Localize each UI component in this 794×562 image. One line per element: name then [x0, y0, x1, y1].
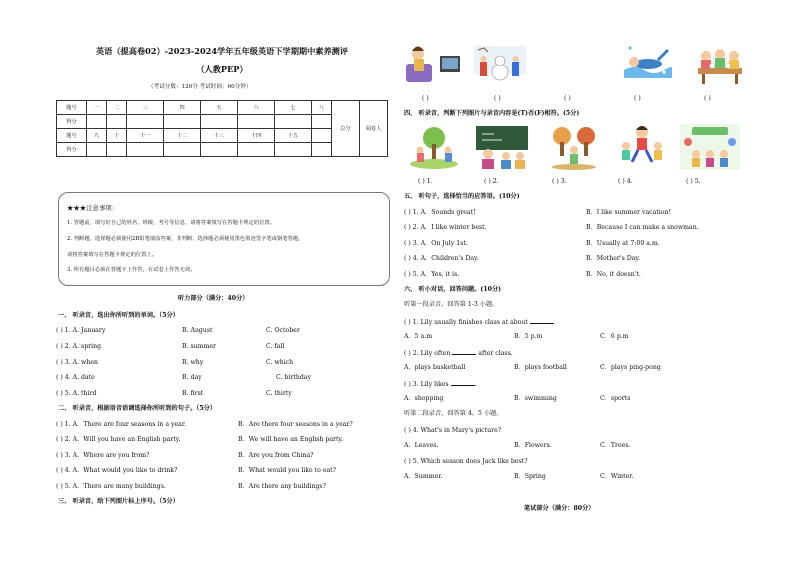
picture-snowman-kids [474, 46, 518, 80]
score-col: 十五 [274, 129, 311, 143]
written-header: 笔试部分（满分：80分） [524, 505, 595, 512]
sec5-q2-b: B．Because I can make a snowman. [586, 224, 699, 231]
sec6-q2[interactable] [404, 350, 513, 357]
total-label: 总分 [332, 101, 360, 157]
exam-subtitle: （人教PEP） [196, 64, 248, 74]
sec4-answer-1[interactable]: ( ) 1. [418, 178, 433, 185]
party-banner-icon [680, 124, 740, 170]
sec3-answer-2[interactable]: ( ) [494, 95, 501, 102]
snowman-kids-icon [474, 46, 526, 86]
sec6-q4-a: A．Leaves. [404, 442, 439, 449]
sec6-q2-a: A．plays basketball [404, 364, 466, 371]
sec6-q3-b: B．swimming [514, 395, 557, 402]
sec2-q1[interactable]: ( ) 1. A．There are four seasons in a year. [56, 421, 187, 428]
score-cell[interactable] [107, 115, 127, 129]
sec3-answer-3[interactable]: ( ) [564, 95, 571, 102]
notice-item: 1. 答题前，填写好自己的姓名、班级、考号等信息，请将答案填写在答题卡规定的位置。 [67, 220, 276, 226]
sec6-q2-text: ( ) 2. Lily often [404, 350, 451, 357]
score-cell[interactable] [127, 143, 164, 157]
sec6-q3-c: C．sports [600, 395, 631, 402]
sec6-q1-text: ( ) 1. Lily usually finishes class at about [404, 319, 528, 326]
score-cell[interactable] [87, 143, 107, 157]
woman-watching-tv-icon [404, 42, 464, 86]
sec5-q1-b: B．I like summer vacation! [586, 209, 671, 216]
kids-running-icon [616, 124, 668, 170]
score-col: 十三 [201, 129, 238, 143]
sec6-q5-a: A．Summer. [404, 473, 443, 480]
score-label: 题号 [57, 101, 87, 115]
sec2-q2-b: B．We will have an English party. [238, 436, 344, 443]
score-col: 六 [237, 101, 274, 115]
sec4-answer-3[interactable]: ( ) 3. [552, 178, 567, 185]
score-col: 一 [87, 101, 107, 115]
sec6-q2-b: B．plays football [514, 364, 567, 371]
sec5-q4-b: B．Mother's Day. [586, 255, 641, 262]
exam-info: （考试分数：120分 考试时间：60分钟） [148, 84, 252, 90]
score-col: 十二 [164, 129, 201, 143]
score-col: 二 [107, 101, 127, 115]
sec1-q5-c: C. thirty [266, 390, 292, 397]
sec1-q2-b: B. summer [182, 343, 216, 350]
score-cell[interactable] [164, 115, 201, 129]
sec3-answer-4[interactable]: ( ) [634, 95, 641, 102]
sec6-part1: 听第一段录音，回答第 1-3 小题。 [404, 301, 499, 308]
sec2-q4[interactable]: ( ) 4. A．What would you like to drink? [56, 467, 178, 474]
blank-line[interactable] [530, 319, 554, 324]
swimmer-icon [622, 42, 672, 82]
score-cell[interactable] [237, 115, 274, 129]
notice-box [58, 192, 390, 286]
sec1-title: 一、 听录音，选出你所听到的单词。（5分） [58, 312, 179, 319]
sec6-q4-b: B．Flowers. [514, 442, 552, 449]
sec2-q5-b: B．Are there any buildings? [238, 483, 326, 490]
classroom-teacher-icon [474, 124, 530, 170]
score-cell[interactable] [107, 143, 127, 157]
sec1-q5[interactable]: ( ) 5. A. third [56, 390, 97, 397]
score-col: 四 [164, 101, 201, 115]
sec1-q1-b: B. August [182, 327, 213, 334]
sec1-q4-c: C. birthday [276, 374, 311, 381]
sec2-q2[interactable]: ( ) 2. A．Will you have an English party. [56, 436, 181, 443]
sec1-q1-c: C. October [266, 327, 300, 334]
sec1-q2-c: C. fall [266, 343, 285, 350]
score-label: 得分 [57, 115, 87, 129]
sec6-q3-a: A．shopping [404, 395, 444, 402]
sec6-q5[interactable]: ( ) 5. Which season does Jack like best? [404, 458, 528, 465]
listening-header: 听力部分（满分：40分） [178, 295, 249, 302]
score-table [56, 100, 388, 157]
score-col: 七 [274, 101, 311, 115]
notice-item: 请将答案填写在答题卡规定的位置上。 [67, 252, 158, 258]
sec6-part2: 听第二段录音，回答第 4、5 小题。 [404, 410, 503, 417]
sec6-title: 六、 听小对话，回答问题。(10分) [404, 286, 502, 293]
picture-classroom-teacher [474, 124, 518, 158]
family-picnic-icon [408, 126, 460, 170]
sec6-q1-b: B．5 p.m [514, 333, 543, 340]
sec6-q1[interactable] [404, 319, 554, 326]
sec5-q3[interactable]: ( ) 3. A．On July 1st. [404, 240, 468, 247]
sec5-q4[interactable]: ( ) 4. A．Children's Day. [404, 255, 479, 262]
picture-woman-watching-tv [404, 42, 448, 76]
sec1-q3[interactable]: ( ) 3. A. when [56, 359, 98, 366]
score-col: 八 [311, 101, 331, 115]
picture-kids-autumn [548, 126, 592, 160]
sec6-q1-c: C．6 p.m [600, 333, 629, 340]
blank-line[interactable] [451, 381, 475, 386]
sec5-q5[interactable]: ( ) 5. A．Yes, it is. [404, 271, 460, 278]
kids-autumn-icon [548, 126, 600, 170]
sec2-q1-b: B．Are there four seasons in a year? [238, 421, 353, 428]
sec6-q2-c: C．plays ping-pong [600, 364, 661, 371]
notice-item: 3. 所有题目必须在答题卡上作答，在试卷上作答无效。 [67, 267, 196, 273]
sec2-q3-b: B．Are you from China? [238, 452, 314, 459]
sec5-q3-b: B．Usually at 7:00 a.m. [586, 240, 660, 247]
sec6-q1-a: A．5 a.m [404, 333, 433, 340]
picture-family-dinner [692, 44, 736, 78]
score-col: 九 [87, 129, 107, 143]
sec1-q3-b: B. why [182, 359, 204, 366]
sec1-q4[interactable]: ( ) 4. A. date [56, 374, 95, 381]
score-cell[interactable] [127, 115, 164, 129]
score-empty [311, 143, 331, 157]
sec5-q5-b: B．No, it doesn't. [586, 271, 641, 278]
score-cell[interactable] [274, 115, 311, 129]
score-cell[interactable] [201, 143, 238, 157]
sec4-answer-4[interactable]: ( ) 4. [618, 178, 633, 185]
score-col: 十 [107, 129, 127, 143]
sec2-q3[interactable]: ( ) 3. A．Where are you from? [56, 452, 150, 459]
sec6-q2-text-end: after class. [478, 350, 513, 357]
picture-family-picnic [408, 126, 452, 160]
sec3-title: 三、 听录音，给下列图片标上序号。（5分） [58, 498, 179, 505]
sec6-q4[interactable]: ( ) 4. What's in Mary's picture? [404, 427, 502, 434]
score-cell[interactable] [164, 143, 201, 157]
sec2-q4-b: B．What would you like to eat? [238, 467, 336, 474]
score-cell[interactable] [87, 115, 107, 129]
score-label: 得分 [57, 143, 87, 157]
sec2-title: 二、 听录音，根据语音语调选择你所听到的句子。（5分） [58, 405, 217, 412]
sec5-title: 五、 听句子，选择恰当的应答语。(10分) [404, 193, 520, 200]
reviewer-label: 阅卷人 [360, 101, 388, 157]
sec1-q1[interactable]: ( ) 1. A. January [56, 327, 106, 334]
sec6-q5-c: C．Winter. [600, 473, 634, 480]
sec4-answer-5[interactable]: ( ) 5. [686, 178, 701, 185]
sec5-q2[interactable]: ( ) 2. A．I like winter best. [404, 224, 487, 231]
score-col: 十四 [237, 129, 274, 143]
sec1-q3-c: C. which [266, 359, 294, 366]
score-label: 题号 [57, 129, 87, 143]
sec3-answer-5[interactable]: ( ) [704, 95, 711, 102]
notice-item: 2. 判断题、选择题必须使用2B铅笔填涂答案，非判断、选择题必须使用黑色墨迹签字笔或钢笔答题， [67, 236, 304, 242]
score-cell[interactable] [311, 115, 331, 129]
sec6-q3-text: ( ) 3. Lily likes [404, 381, 449, 388]
sec4-title: 四、 听录音，判断下列图片与录音内容是(T)否(F)相符。(5分) [404, 110, 580, 117]
sec3-answer-1[interactable]: ( ) [422, 95, 429, 102]
sec1-q4-b: B. day [182, 374, 202, 381]
sec6-q3[interactable]: ( ) 3. Lily likes . [404, 381, 477, 388]
notice-title: ★★★注意事项： [67, 204, 119, 212]
sec6-q5-b: B．Spring [514, 473, 546, 480]
sec4-answer-2[interactable]: ( ) 2. [484, 178, 499, 185]
picture-kids-running [616, 124, 660, 158]
sec6-q4-c: C．Trees. [600, 442, 631, 449]
family-dinner-icon [692, 44, 748, 86]
picture-swimmer [622, 42, 666, 76]
picture-party-banner [680, 124, 724, 158]
score-col: 十一 [127, 129, 164, 143]
score-cell[interactable] [274, 143, 311, 157]
sec5-q1[interactable]: ( ) 1. A．Sounds great! [404, 209, 476, 216]
score-cell[interactable] [201, 115, 238, 129]
score-col: 五 [201, 101, 238, 115]
sec1-q5-b: B. first [182, 390, 204, 397]
exam-title: 英语（提高卷02）-2023-2024学年五年级英语下学期期中素养测评 [95, 46, 349, 56]
score-col: 三 [127, 101, 164, 115]
score-empty [311, 129, 331, 143]
sec1-q2[interactable]: ( ) 2. A. spring [56, 343, 102, 350]
score-cell[interactable] [237, 143, 274, 157]
sec2-q5[interactable]: ( ) 5. A．There are many buildings. [56, 483, 166, 490]
blank-line[interactable] [452, 350, 476, 355]
